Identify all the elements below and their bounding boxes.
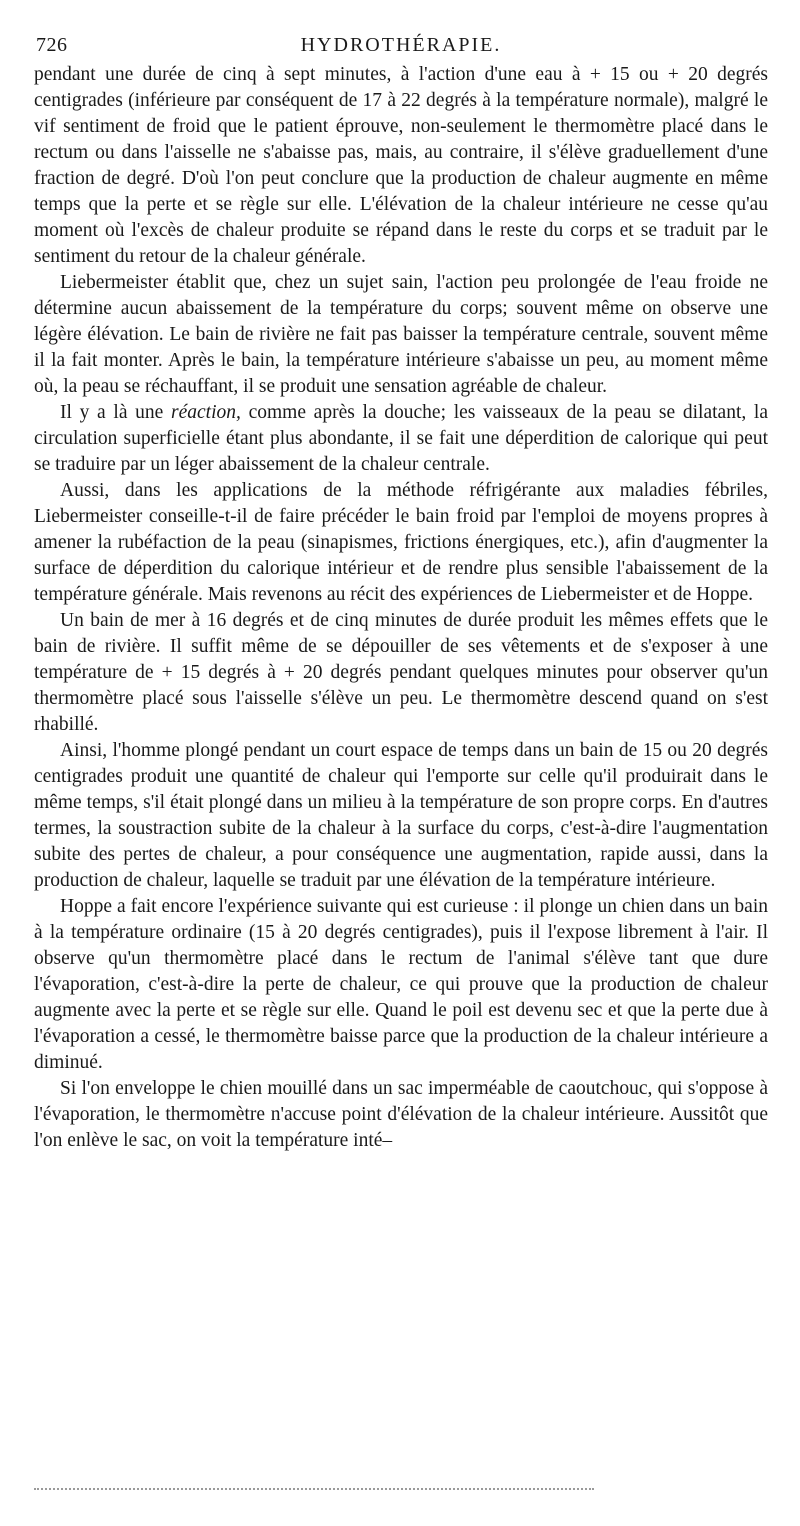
paragraph-2: Liebermeister établit que, chez un sujet sain, l'action peu prolongée de l'eau froide ne détermine aucun abaissement de la température du corps; souvent même on observe une légère élévation. Le bain de rivière ne fait pas baisser la température centrale, souvent même il la fait monter. Après le bain, la température intérieure s'abaisse un peu, au moment même où, la peau se réchauffant, il se produit une sensation agréable de chaleur. [34, 272, 768, 397]
emphasis-reaction: réaction, [171, 402, 241, 423]
page-number: 726 [36, 34, 68, 56]
paragraph-5: Un bain de mer à 16 degrés et de cinq minutes de durée produit les mêmes effets que le bain de rivière. Il suffit même de se dépouiller de ses vêtements et de s'exposer à une température de + 15 degrés à + 20 degrés pendant quelques minutes pour observer qu'un thermomètre placé sous l'aisselle s'élève un peu. Le thermomètre descend quand on s'est rhabillé. [34, 610, 768, 735]
paragraph-1: pendant une durée de cinq à sept minutes, à l'action d'une eau à + 15 ou + 20 degrés centigrades (inférieure par conséquent de 17 à 22 degrés à la température normale), malgré le vif sentiment de froid que le patient éprouve, non-seulement le thermomètre placé dans le rectum ou dans l'aisselle ne s'abaisse pas, mais, au contraire, il s'élève graduellement d'une fraction de degré. D'où l'on peut conclure que la production de chaleur augmente en même temps que la perte et se règle sur elle. L'élévation de la chaleur intérieure ne cesse qu'au moment où l'excès de chaleur produite se répand dans le reste du corps et se traduit par le sentiment du retour de la chaleur générale. [34, 64, 768, 267]
paragraph-3: Il y a là une réaction, comme après la douche; les vaisseaux de la peau se dilatant, la circulation superficielle étant plus abondante, il se fait une déperdition de calorique qui peut se traduire par un léger abaissement de la chaleur centrale. [34, 402, 768, 475]
scan-artifact-rule [34, 1488, 594, 1490]
document-page [34, 28, 768, 1154]
paragraph-7: Hoppe a fait encore l'expérience suivante qui est curieuse : il plonge un chien dans un bain à la température ordinaire (15 à 20 degrés centigrades), puis il l'expose librement à l'air. Il observe qu'un thermomètre placé dans le rectum de l'animal s'élève tant que dure l'évaporation, c'est-à-dire la perte de chaleur, ce qui prouve que la production de chaleur augmente avec la perte et se règle sur elle. Quand le poil est devenu sec et que la perte due à l'évaporation a cessé, le thermomètre baisse parce que la production de la chaleur intérieure a diminué. [34, 896, 768, 1073]
running-title: HYDROTHÉRAPIE. [300, 34, 502, 56]
paragraph-8: Si l'on enveloppe le chien mouillé dans un sac imperméable de caoutchouc, qui s'oppose à l'évaporation, le thermomètre n'accuse point d'élévation de la chaleur intérieure. Aussitôt que l'on enlève le sac, on voit la température inté– [34, 1078, 768, 1151]
paragraph-6: Ainsi, l'homme plongé pendant un court espace de temps dans un bain de 15 ou 20 degrés centigrades produit une quantité de chaleur qui l'emporte sur celle qu'il produirait dans le même temps, s'il était plongé dans un milieu à la température de son propre corps. En d'autres termes, la soustraction subite de la chaleur à la surface du corps, c'est-à-dire l'augmentation subite des pertes de chaleur, a pour conséquence une augmentation, rapide aussi, dans la production de chaleur, laquelle se traduit par une élévation de la température intérieure. [34, 740, 768, 891]
paragraph-4: Aussi, dans les applications de la méthode réfrigérante aux maladies fébriles, Liebermeister conseille-t-il de faire précéder le bain froid par l'emploi de moyens propres à amener la rubéfaction de la peau (sinapismes, frictions énergiques, etc.), afin d'augmenter la surface de déperdition du calorique intérieur et de rendre plus sensible l'abaissement de la température générale. Mais revenons au récit des expériences de Liebermeister et de Hoppe. [34, 480, 768, 605]
body-text [34, 62, 768, 1154]
page-header [34, 28, 768, 62]
